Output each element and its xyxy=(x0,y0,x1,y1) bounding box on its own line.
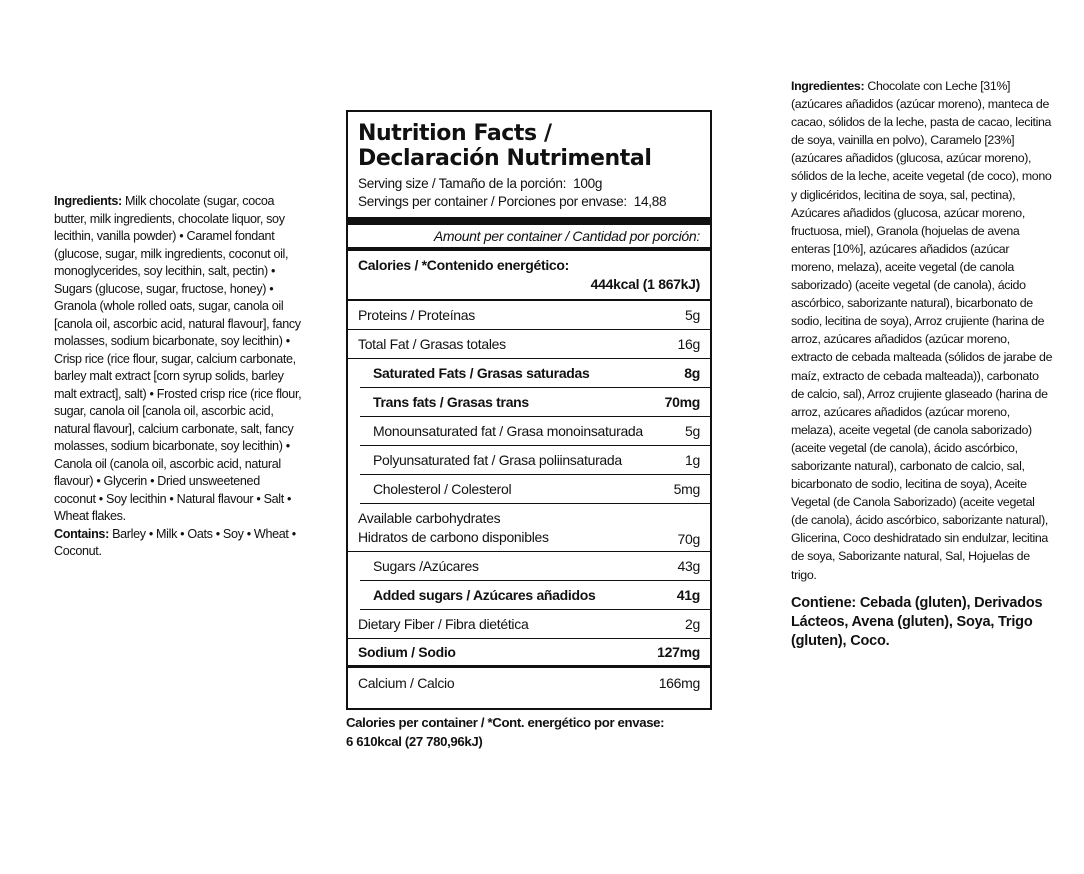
nutrient-value: 127mg xyxy=(657,644,700,660)
calories-per-container-value: 6 610kcal (27 780,96kJ) xyxy=(346,734,483,749)
nutrient-label: Total Fat / Grasas totales xyxy=(358,336,506,352)
servings-label: Servings per container / Porciones por envase: xyxy=(358,194,627,209)
contains-label: Contains: xyxy=(54,526,109,541)
amount-header: Amount per container / Cantidad por porción: xyxy=(348,225,710,251)
thick-divider xyxy=(348,217,710,225)
nutrient-row-proteins xyxy=(348,301,710,330)
nutrient-value: 70mg xyxy=(664,394,700,410)
nutrient-value: 43g xyxy=(677,558,700,574)
ingredientes-label: Ingredientes: xyxy=(791,79,865,93)
nutrient-row-cholesterol xyxy=(360,475,710,504)
ingredients-paragraph xyxy=(54,193,302,526)
nutrient-row-sugars xyxy=(360,552,710,581)
panel-title xyxy=(348,112,710,171)
contiene-statement: Contiene: Cebada (gluten), Derivados Lácteos, Avena (gluten), Soya, Trigo (gluten), Coco. xyxy=(791,594,1043,649)
nutrient-row-saturated-fat xyxy=(360,359,710,388)
ingredients-spanish xyxy=(791,77,1053,651)
nutrient-label: Sodium / Sodio xyxy=(358,644,456,660)
serving-info xyxy=(348,171,710,211)
calories-value: 444kcal (1 867kJ) xyxy=(590,276,700,292)
nutrient-label: Added sugars / Azúcares añadidos xyxy=(373,587,596,603)
nutrient-value: 166mg xyxy=(658,674,700,691)
nutrient-value: 5mg xyxy=(673,481,700,497)
serving-size-label: Serving size / Tamaño de la porción: xyxy=(358,176,567,191)
panel-title-line2: Declaración Nutrimental xyxy=(358,146,652,171)
servings-value: 14,88 xyxy=(633,194,667,209)
ingredientes-paragraph xyxy=(791,77,1053,584)
calories-per-container xyxy=(346,713,726,751)
ingredientes-text: Chocolate con Leche [31%] (azúcares añadidos (azúcar moreno), manteca de cacao, sólidos de la leche, pasta de cacao, lecitina de soya, vainilla en polvo), Caramelo [23%] (azúcares añadidos (glucosa, azúcar moreno), sólidos de la leche, aceite vegetal (de coco), mono y diglicéridos, lecitina de soya, sal, pectina), Azúcares añadidos (glucosa, azúcar moreno, fructuosa, miel), Granola (hojuelas de avena enteras [10%], azúcares añadidos (azúcar moreno, melaza), aceite vegetal (de canola saborizado) (aceite vegetal (de canola), ácido ascórbico, saborizante natural), bicarbonato de sodio, lecitina de soya), Arroz crujiente (harina de arroz, azúcares añadidos (azúcar moreno, extracto de cebada malteada (sólidos de jarabe de maíz, extracto de cebada malteada)), carbonato de calcio, sal), Arroz crujiente glaseado (harina de arroz, azúcares añadidos (azúcar moreno, melaza), aceite vegetal (de canola saborizado) (aceite vegetal (de canola), ácido ascórbico, saborizante natural), carbonato de calcio, sal, bicarbonato de sodio, lecitina de soya), Aceite Vegetal (de Canola Saborizado) (aceite vegetal (de canola), ácido ascórbico, saborizante natural), Glicerina, Coco deshidratado sin endulzar, lecitina de soya, Saborizante natural, Sal, Hojuelas de trigo. xyxy=(791,79,1053,582)
nutrient-label: Proteins / Proteínas xyxy=(358,307,475,323)
servings-per-container xyxy=(358,193,700,211)
nutrient-label xyxy=(358,509,549,547)
serving-size xyxy=(358,175,700,193)
nutrient-label: Dietary Fiber / Fibra dietética xyxy=(358,616,529,632)
nutrient-row-trans-fat xyxy=(360,388,710,417)
nutrient-label: Calcium / Calcio xyxy=(358,674,455,691)
contains-text: Barley • Milk • Oats • Soy • Wheat • Coconut. xyxy=(54,526,296,558)
contains-paragraph xyxy=(54,526,302,561)
panel-title-line1: Nutrition Facts / xyxy=(358,121,552,146)
nutrient-value: 8g xyxy=(684,365,700,381)
nutrient-value: 2g xyxy=(685,616,700,632)
ingredients-label: Ingredients: xyxy=(54,194,122,208)
serving-size-value: 100g xyxy=(573,176,603,191)
nutrition-facts-panel xyxy=(346,110,712,710)
nutrient-label: Trans fats / Grasas trans xyxy=(373,394,529,410)
calories-label: Calories / *Contenido energético: xyxy=(358,257,570,273)
calories-per-container-label: Calories per container / *Cont. energético por envase: xyxy=(346,715,665,730)
nutrient-row-calcium xyxy=(348,668,710,697)
carbohydrates-label-es: Hidratos de carbono disponibles xyxy=(358,529,549,545)
nutrient-row-carbohydrates xyxy=(348,504,710,552)
nutrient-value: 41g xyxy=(676,587,700,603)
nutrient-label: Polyunsaturated fat / Grasa poliinsaturada xyxy=(373,452,622,468)
carbohydrates-label-en: Available carbohydrates xyxy=(358,510,501,526)
nutrient-value: 70g xyxy=(677,531,700,547)
nutrient-row-added-sugars xyxy=(360,581,710,610)
nutrient-label: Monounsaturated fat / Grasa monoinsaturada xyxy=(373,423,643,439)
nutrient-row-sodium xyxy=(348,639,710,668)
nutrient-value: 1g xyxy=(685,452,700,468)
nutrient-value: 16g xyxy=(677,336,700,352)
ingredients-english xyxy=(54,193,302,561)
calories-row xyxy=(348,251,710,301)
nutrient-row-fiber xyxy=(348,610,710,639)
nutrient-row-polyunsaturated-fat xyxy=(360,446,710,475)
ingredients-text: Milk chocolate (sugar, cocoa butter, milk ingredients, chocolate liquor, soy lecithin, vanilla powder) • Caramel fondant (glucose, sugar, milk ingredients, coconut oil, monoglycerides, soy lecithin, salt, pectin) • Sugars (glucose, sugar, fructose, honey) • Granola (whole rolled oats, sugar, canola oil [canola oil, ascorbic acid, natural flavour], fancy molasses, sodium bicarbonate, soy lecithin) • Crisp rice (rice flour, sugar, calcium carbonate, barley malt extract [corn syrup solids, barley malt extract], salt) • Frosted crisp rice (rice flour, sugar, canola oil [canola oil, ascorbic acid, natural flavour], calcium carbonate, salt, fancy molasses, sodium bicarbonate, soy lecithin) • Canola oil (canola oil, ascorbic acid, natural flavour) • Glycerin • Dried unsweetened coconut • Soy lecithin • Natural flavour • Salt • Wheat flakes. xyxy=(54,194,302,523)
nutrient-label: Sugars /Azúcares xyxy=(373,558,479,574)
nutrient-label: Cholesterol / Colesterol xyxy=(373,481,512,497)
nutrient-row-monounsaturated-fat xyxy=(360,417,710,446)
nutrient-row-total-fat xyxy=(348,330,710,359)
nutrient-value: 5g xyxy=(685,307,700,323)
nutrient-value: 5g xyxy=(685,423,700,439)
nutrient-label: Saturated Fats / Grasas saturadas xyxy=(373,365,590,381)
